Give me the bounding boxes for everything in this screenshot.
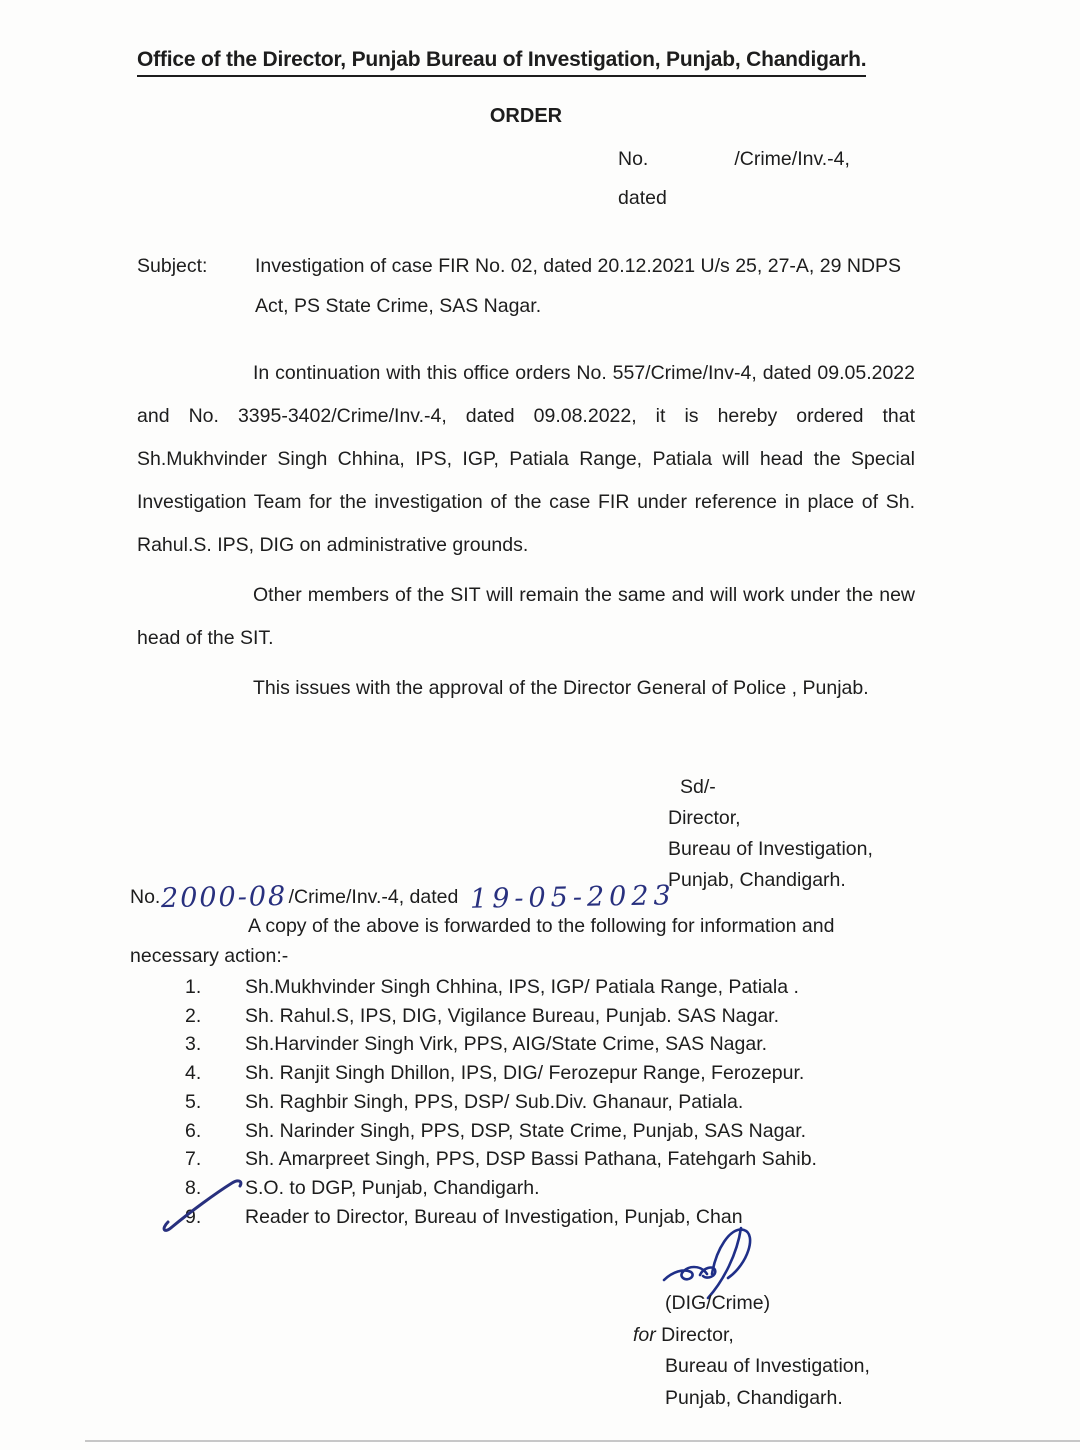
list-item-text: Sh. Narinder Singh, PPS, DSP, State Crime, Punjab, SAS Nagar. [245,1119,807,1142]
list-item-number: 1. [185,976,202,998]
for-rest: Director, [655,1323,734,1346]
scan-edge-line [85,1440,1080,1442]
list-item-number: 4. [185,1062,202,1085]
list-item-text: Sh. Amarpreet Singh, PPS, DSP Bassi Pathana, Fatehgarh Sahib. [245,1148,817,1171]
footer-place: Punjab, Chandigarh. [665,1386,843,1409]
body-paragraph-3: This issues with the approval of the Director General of Police , Punjab. [253,677,869,699]
list-item-number: 5. [185,1090,202,1113]
dispatch-suffix: /Crime/Inv.-4, dated [288,886,459,908]
body-paragraph-2: Other members of the SIT will remain the same and will work under the new head of the SIT. [137,584,915,649]
copy-note-line-2: necessary action:- [130,945,289,967]
copy-note-line-1: A copy of the above is forwarded to the following for information and [248,915,835,937]
list-item-text: Sh.Harvinder Singh Virk, PPS, AIG/State Crime, SAS Nagar. [245,1033,768,1056]
signatory-designation: (DIG/Crime) [665,1292,771,1314]
list-item [185,1002,817,1031]
list-item-text: Reader to Director, Bureau of Investigation, Punjab, Chan [245,1205,743,1228]
order-heading: ORDER [489,105,563,127]
list-item-text: Sh. Rahul.S, IPS, DIG, Vigilance Bureau, Punjab. SAS Nagar. [245,1004,780,1027]
list-item [185,1059,817,1088]
list-item-number: 7. [185,1148,202,1171]
list-item-text: S.O. to DGP, Punjab, Chandigarh. [245,1176,540,1199]
subject-text: Investigation of case FIR No. 02, dated 20.12.2021 U/s 25, 27-A, 29 NDPS Act, PS State Crime, SAS Nagar. [255,255,902,317]
signoff-block [668,772,873,896]
signoff-designation: Director, [668,807,741,829]
office-letterhead-title: Office of the Director, Punjab Bureau of Investigation, Punjab, Chandigarh. [137,48,866,77]
reference-dated-label: dated [618,187,667,209]
signoff-office: Bureau of Investigation, [668,838,873,860]
subject-label: Subject: [137,255,208,277]
signoff-place: Punjab, Chandigarh. [668,869,846,891]
list-item-number: 9. [185,1205,202,1228]
footer-office: Bureau of Investigation, [665,1355,870,1377]
body-paragraph-1: In continuation with this office orders No. 557/Crime/Inv-4, dated 09.05.2022 and No. 3395-3402/Crime/Inv.-4, dated 09.08.2022, it is hereby ordered that Sh.Mukhvinder Singh Chhina, IPS, IGP, Patiala Range, Patiala will head the Special Investigation Team for the investigation of the case FIR under reference in place of Sh. Rahul.S. IPS, DIG on administrative grounds. [137,362,915,556]
dispatch-no-label: No. [130,886,161,908]
recipient-list [185,973,817,1231]
reference-no-suffix: /Crime/Inv.-4, [734,148,850,170]
handwritten-dispatch-number: 2000-08 [161,880,288,915]
list-item [185,973,817,1002]
list-item [185,1117,817,1146]
list-item-number: 2. [185,1004,202,1027]
checkmark-tick-icon [158,1176,253,1234]
reference-number-line [618,148,850,171]
list-item [185,1174,817,1203]
list-item [185,1145,817,1174]
footer-signature-block [633,1288,870,1414]
list-item-number: 6. [185,1119,202,1142]
list-item-text: Sh. Raghbir Singh, PPS, DSP/ Sub.Div. Ghanaur, Patiala. [245,1090,744,1113]
for-word: for [633,1323,656,1346]
for-director-line [633,1320,870,1352]
sd-notation: Sd/- [680,776,716,798]
list-item-number: 8. [185,1176,202,1199]
list-item [185,1030,817,1059]
list-item-text: Sh.Mukhvinder Singh Chhina, IPS, IGP/ Patiala Range, Patiala . [245,976,799,998]
dispatch-number-line [130,880,677,915]
reference-no-label: No. [618,148,649,170]
list-item [185,1088,817,1117]
subject-row [137,246,927,326]
handwritten-dispatch-date: 19-05-2023 [470,880,677,915]
list-item-number: 3. [185,1033,202,1056]
list-item-text: Sh. Ranjit Singh Dhillon, IPS, DIG/ Ferozepur Range, Ferozepur. [245,1062,805,1085]
